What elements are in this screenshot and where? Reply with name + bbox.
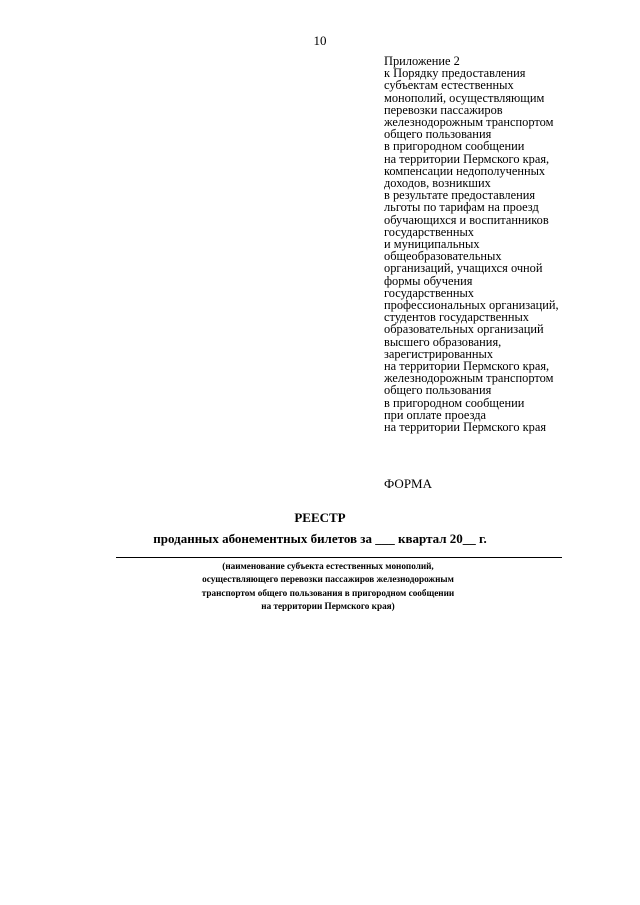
register-title: РЕЕСТР <box>294 510 346 525</box>
appendix-line: доходов, возникших <box>384 176 491 191</box>
entity-name-line <box>116 557 562 558</box>
appendix-line: в пригородном сообщении <box>384 139 525 154</box>
appendix-line: перевозки пассажиров <box>384 102 503 117</box>
appendix-line: государственных <box>384 285 475 300</box>
appendix-line: общего пользования <box>384 383 492 398</box>
entity-caption <box>0 560 640 614</box>
caption-line: осуществляющего перевозки пассажиров железнодорожным <box>202 574 454 585</box>
appendix-line: на территории Пермского края, <box>384 359 550 374</box>
appendix-line: государственных <box>384 224 475 239</box>
appendix-line: на территории Пермского края <box>384 420 547 435</box>
appendix-line: субъектам естественных <box>384 78 514 93</box>
appendix-line: компенсации недополученных <box>384 163 546 178</box>
appendix-line: высшего образования, <box>384 334 502 349</box>
appendix-line: железнодорожным транспортом <box>384 115 554 130</box>
form-label: ФОРМА <box>384 476 432 491</box>
appendix-line: в пригородном сообщении <box>384 395 525 410</box>
register-subtitle: проданных абонементных билетов за ___ квартал 20__ г. <box>153 531 487 546</box>
appendix-line: к Порядку предоставления <box>384 66 526 81</box>
appendix-header <box>384 55 624 433</box>
appendix-line: профессиональных организаций, <box>384 298 559 313</box>
appendix-line: общеобразовательных <box>384 249 502 264</box>
appendix-line: железнодорожным транспортом <box>384 371 554 386</box>
appendix-line: Приложение 2 <box>384 54 460 68</box>
appendix-line: формы обучения <box>384 273 473 288</box>
appendix-line: при оплате проезда <box>384 407 487 422</box>
appendix-line: общего пользования <box>384 127 492 142</box>
caption-line: (наименование субъекта естественных монополий, <box>222 561 434 571</box>
appendix-line: монополий, осуществляющим <box>384 90 545 105</box>
appendix-line: в результате предоставления <box>384 188 536 203</box>
appendix-line: зарегистрированных <box>384 346 494 361</box>
page-number: 10 <box>313 33 327 48</box>
appendix-line: обучающихся и воспитанников <box>384 212 549 227</box>
appendix-line: студентов государственных <box>384 310 529 325</box>
appendix-line: организаций, учащихся очной <box>384 261 543 276</box>
caption-line: транспортом общего пользования в пригородном сообщении <box>201 587 455 598</box>
appendix-line: образовательных организаций <box>384 322 544 337</box>
appendix-line: льготы по тарифам на проезд <box>384 200 539 215</box>
appendix-line: на территории Пермского края, <box>384 151 550 166</box>
caption-line: на территории Пермского края) <box>261 601 395 612</box>
appendix-line: и муниципальных <box>384 237 480 252</box>
